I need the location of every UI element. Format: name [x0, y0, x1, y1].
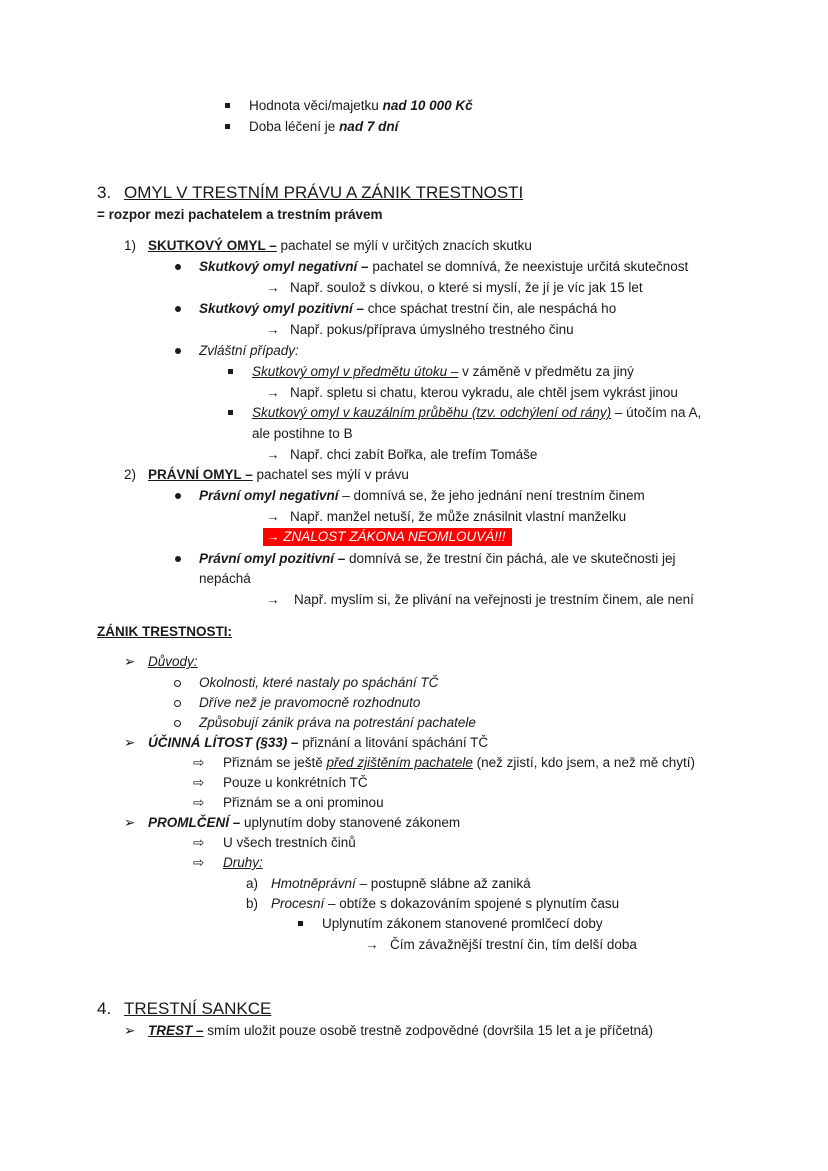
list-item: TREST – smím uložit pouze osobě trestně zodpovědné (dovršila 15 let a je příčetná) [148, 1023, 654, 1038]
arrowhead-bullet-icon: ➢ [124, 654, 136, 669]
list-item: PRÁVNÍ OMYL – pachatel ses mýlí v právu [148, 467, 409, 482]
section-number: 3. [97, 183, 112, 202]
list-item: PROMLČENÍ – uplynutím doby stanovené zákonem [148, 815, 461, 830]
arrow-icon: → [266, 447, 280, 462]
hollow-arrow-icon: ⇨ [193, 835, 205, 850]
example: Např. myslím si, že plivání na veřejnosti je trestním činem, ale není [294, 592, 694, 607]
square-bullet-icon [225, 124, 230, 129]
list-item: Doba léčení je nad 7 dní [249, 119, 399, 134]
list-item: Procesní – obtíže s dokazováním spojené s plynutím času [271, 896, 620, 911]
arrow-icon: → [266, 529, 280, 544]
list-number: 1) [124, 238, 137, 253]
bullet-icon [175, 348, 181, 354]
arrowhead-bullet-icon: ➢ [124, 1023, 136, 1038]
example: Např. pokus/příprava úmyslného trestného činu [290, 322, 574, 337]
section-title: TRESTNÍ SANKCE [124, 999, 272, 1018]
arrow-icon: → [365, 937, 379, 952]
square-bullet-icon [228, 410, 233, 415]
list-item: Druhy: [223, 855, 263, 870]
section-title: OMYL V TRESTNÍM PRÁVU A ZÁNIK TRESTNOSTI [124, 183, 524, 202]
arrow-icon: → [266, 592, 280, 607]
list-item: Právní omyl negativní – domnívá se, že jeho jednání není trestním činem [199, 488, 645, 503]
list-item: Hmotněprávní – postupně slábne až zaniká [271, 876, 531, 891]
list-item: Přiznám se ještě před zjištěním pachatele (než zjistí, kdo jsem, a než mě chytí) [223, 755, 695, 770]
example: Např. soulož s dívkou, o které si myslí, že jí je víc jak 15 let [290, 280, 643, 295]
highlight-warning: → ZNALOST ZÁKONA NEOMLOUVÁ!!! [263, 528, 512, 546]
definition: = rozpor mezi pachatelem a trestním právem [97, 207, 383, 222]
arrow-icon: → [266, 280, 280, 295]
subheading: ZÁNIK TRESTNOSTI: [97, 624, 232, 639]
square-bullet-icon [228, 369, 233, 374]
example: Např. chci zabít Bořka, ale trefím Tomáše [290, 447, 538, 462]
list-item: Zvláštní případy: [199, 343, 299, 358]
list-item: Skutkový omyl v předmětu útoku – v záměně v předmětu za jiný [252, 364, 634, 379]
list-item: Dříve než je pravomocně rozhodnuto [199, 695, 421, 710]
list-item: Důvody: [148, 654, 198, 669]
list-item: SKUTKOVÝ OMYL – pachatel se mýlí v určitých znacích skutku [148, 238, 532, 253]
section-number: 4. [97, 999, 112, 1018]
bullet-icon [175, 264, 181, 270]
circle-bullet-icon [174, 680, 181, 687]
list-item: Skutkový omyl negativní – pachatel se domnívá, že neexistuje určitá skutečnost [199, 259, 689, 274]
example: Čím závažnější trestní čin, tím delší doba [390, 937, 637, 952]
list-item: Skutkový omyl v kauzálním průběhu (tzv. odchýlení od rány) – útočím na A, [252, 405, 702, 420]
list-item: ÚČINNÁ LÍTOST (§33) – přiznání a litování spáchání TČ [148, 735, 489, 750]
bullet-icon [175, 306, 181, 312]
list-item: Právní omyl pozitivní – domnívá se, že trestní čin páchá, ale ve skutečnosti jej [199, 551, 676, 566]
hollow-arrow-icon: ⇨ [193, 795, 205, 810]
list-item: Přiznám se a oni prominou [223, 795, 384, 810]
arrow-icon: → [266, 509, 280, 524]
arrow-icon: → [266, 385, 280, 400]
hollow-arrow-icon: ⇨ [193, 855, 205, 870]
hollow-arrow-icon: ⇨ [193, 775, 205, 790]
list-item-continuation: ale postihne to B [252, 426, 353, 441]
square-bullet-icon [298, 921, 303, 926]
arrowhead-bullet-icon: ➢ [124, 735, 136, 750]
bullet-icon [175, 493, 181, 499]
list-item: Skutkový omyl pozitivní – chce spáchat trestní čin, ale nespáchá ho [199, 301, 617, 316]
list-number: b) [246, 896, 259, 911]
circle-bullet-icon [174, 700, 181, 707]
bullet-icon [175, 556, 181, 562]
arrow-icon: → [266, 322, 280, 337]
list-item-continuation: nepáchá [199, 571, 251, 586]
example: Např. manžel netuší, že může znásilnit vlastní manželku [290, 509, 627, 524]
arrowhead-bullet-icon: ➢ [124, 815, 136, 830]
list-number: a) [246, 876, 259, 891]
list-item: Okolnosti, které nastaly po spáchání TČ [199, 675, 439, 690]
list-item: Uplynutím zákonem stanovené promlčecí doby [322, 916, 603, 931]
circle-bullet-icon [174, 720, 181, 727]
example: Např. spletu si chatu, kterou vykradu, ale chtěl jsem vykrást jinou [290, 385, 678, 400]
list-item: Pouze u konkrétních TČ [223, 775, 368, 790]
list-item: Hodnota věci/majetku nad 10 000 Kč [249, 98, 473, 113]
hollow-arrow-icon: ⇨ [193, 755, 205, 770]
list-item: U všech trestních činů [223, 835, 356, 850]
square-bullet-icon [225, 103, 230, 108]
list-number: 2) [124, 467, 137, 482]
list-item: Způsobují zánik práva na potrestání pachatele [199, 715, 476, 730]
